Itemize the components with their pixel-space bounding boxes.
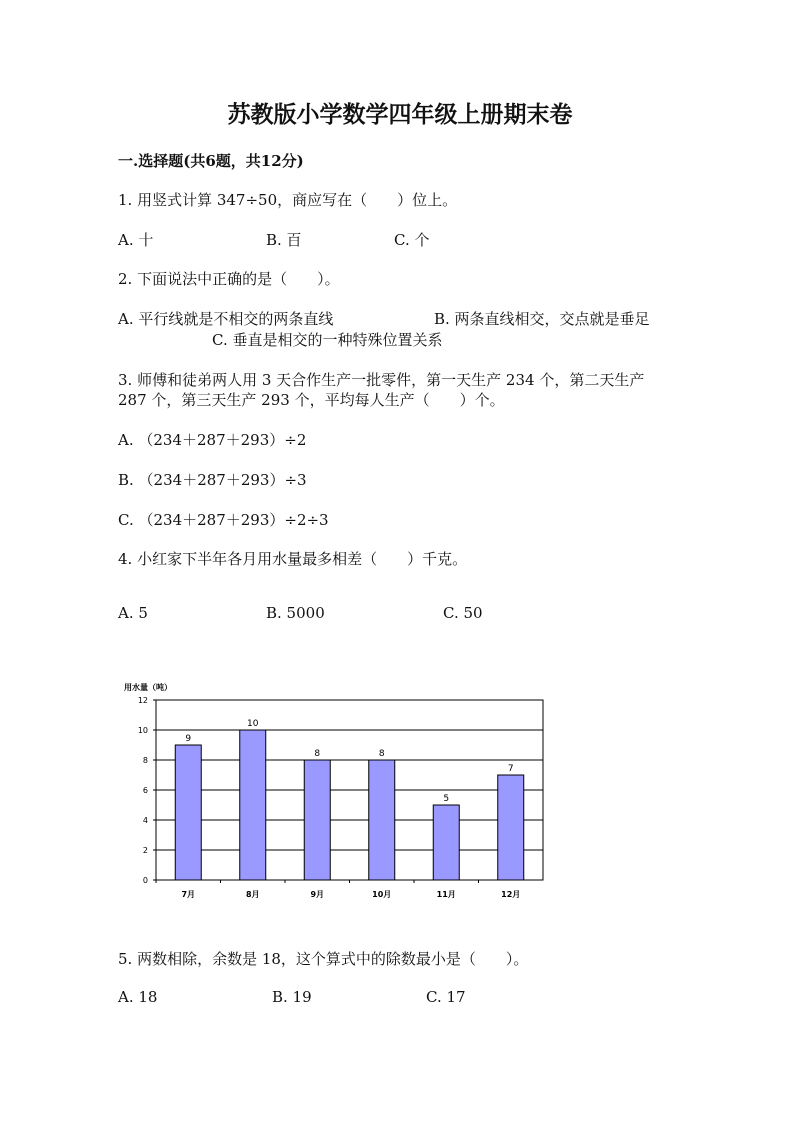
chart-grid [153, 700, 543, 883]
question-3-option-b: B. （234＋287＋293）÷3 [118, 471, 307, 489]
question-4-stem: 4. 小红家下半年各月用水量最多相差（ ）千克。 [118, 550, 468, 568]
question-3-option-c: C. （234＋287＋293）÷2÷3 [118, 511, 329, 529]
question-2-option-a: A. 平行线就是不相交的两条直线 [118, 310, 334, 328]
x-tick-label: 7月 [181, 890, 196, 899]
question-3-stem-line-2: 287 个，第三天生产 293 个，平均每人生产（ ）个。 [118, 391, 505, 409]
data-label: 7 [507, 764, 514, 774]
y-tick-label: 4 [142, 816, 148, 825]
question-4-option-c: C. 50 [443, 604, 483, 622]
x-tick-label: 12月 [501, 890, 521, 899]
data-label: 8 [314, 749, 321, 759]
question-5-stem: 5. 两数相除，余数是 18，这个算式中的除数最小是（ ）。 [118, 950, 529, 968]
bar-12月 [498, 775, 524, 880]
question-4-option-b: B. 5000 [266, 604, 325, 622]
question-1-option-a: A. 十 [118, 231, 154, 249]
chart-bars [175, 730, 524, 880]
y-tick-label: 10 [137, 726, 148, 735]
data-label: 10 [247, 719, 259, 729]
y-tick-label: 6 [142, 786, 148, 795]
question-5-option-b: B. 19 [272, 988, 312, 1006]
question-5-option-a: A. 18 [118, 988, 158, 1006]
data-label: 5 [443, 794, 450, 804]
data-label: 9 [185, 734, 192, 744]
x-tick-label: 8月 [245, 890, 260, 899]
question-3-option-a: A. （234＋287＋293）÷2 [118, 431, 307, 449]
x-tick-label: 9月 [310, 890, 325, 899]
x-tick-label: 11月 [436, 890, 456, 899]
question-3-stem-line-1: 3. 师傅和徒弟两人用 3 天合作生产一批零件，第一天生产 234 个，第二天生产 [118, 371, 645, 389]
x-tick-label: 10月 [372, 890, 392, 899]
question-2-option-b: B. 两条直线相交，交点就是垂足 [434, 310, 650, 328]
y-tick-label: 0 [142, 876, 148, 885]
y-tick-label: 2 [142, 846, 148, 855]
bar-8月 [240, 730, 266, 880]
question-4-option-a: A. 5 [118, 604, 148, 622]
page-title: 苏教版小学数学四年级上册期末卷 [227, 101, 573, 128]
question-1-option-c: C. 个 [394, 231, 430, 249]
bar-7月 [175, 745, 201, 880]
y-tick-label: 12 [137, 696, 148, 705]
question-1-stem: 1. 用竖式计算 347÷50，商应写在（ ）位上。 [118, 191, 458, 209]
bar-11月 [433, 805, 459, 880]
water-usage-bar-chart [118, 676, 558, 906]
data-label: 8 [378, 749, 385, 759]
bar-9月 [304, 760, 330, 880]
section-heading: 一.选择题(共6题，共12分) [118, 152, 304, 170]
question-2-stem: 2. 下面说法中正确的是（ ）。 [118, 270, 340, 288]
y-tick-label: 8 [142, 756, 148, 765]
question-5-option-c: C. 17 [426, 988, 466, 1006]
bar-10月 [369, 760, 395, 880]
y-axis-label: 用水量（吨） [124, 683, 172, 692]
question-1-option-b: B. 百 [266, 231, 302, 249]
question-2-option-c: C. 垂直是相交的一种特殊位置关系 [212, 331, 443, 349]
